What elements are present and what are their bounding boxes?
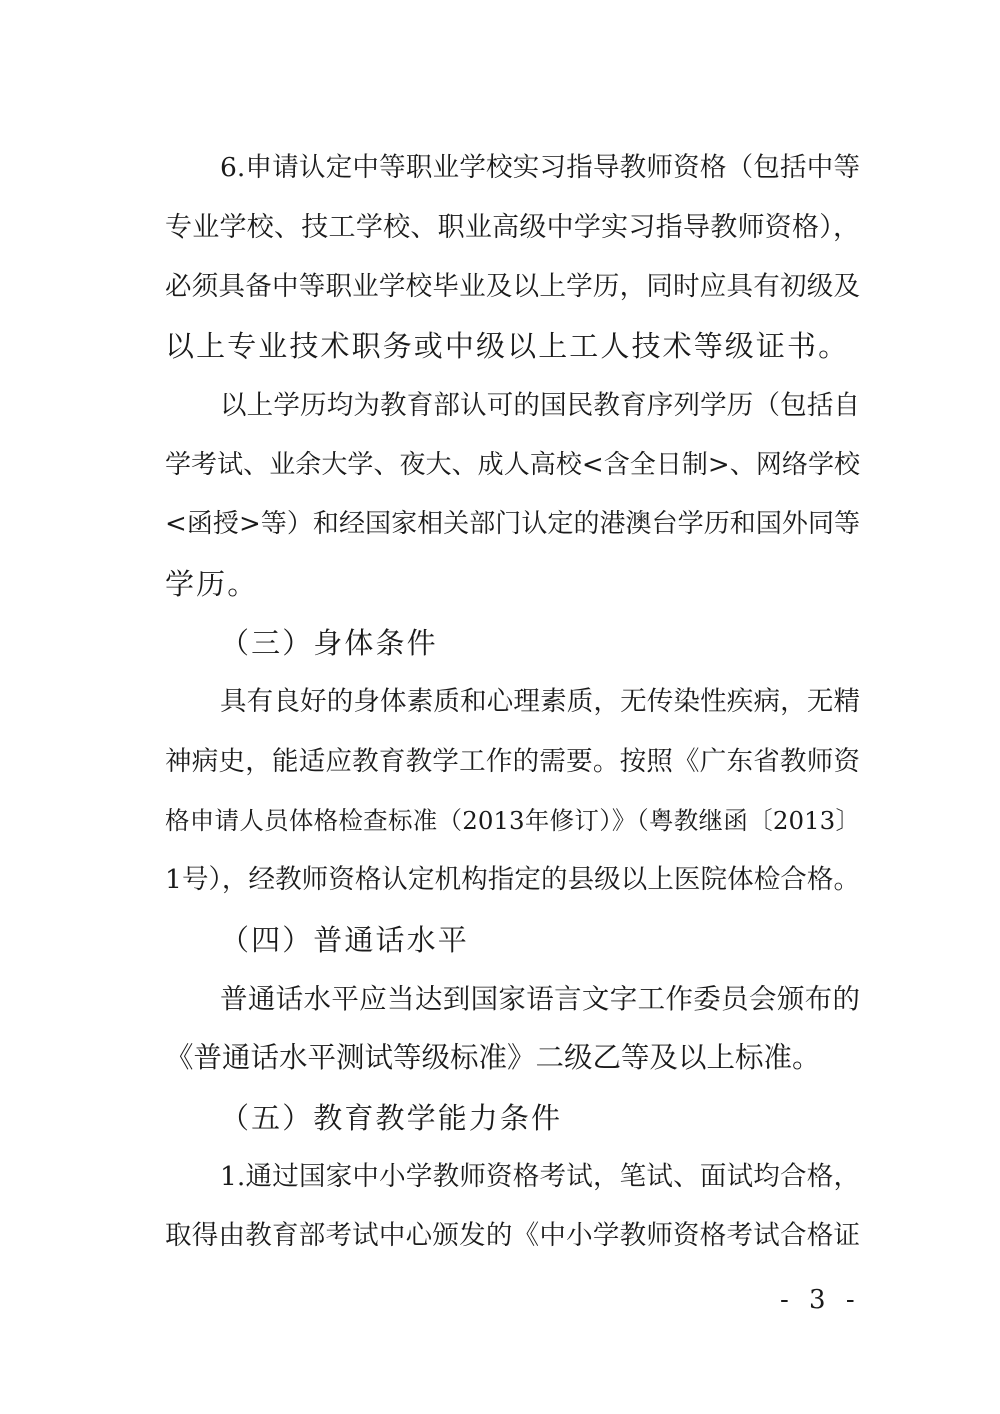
paragraph-line: 专业学校、技工学校、职业高级中学实习指导教师资格），	[165, 212, 860, 243]
paragraph-line: 格申请人员体格检查标准（2013年修订）》（粤教继函〔2013〕	[165, 806, 860, 835]
paragraph-line: 6.申请认定中等职业学校实习指导教师资格（包括中等	[220, 152, 860, 183]
section-heading: （三）身体条件	[220, 626, 438, 660]
page-number: - 3 -	[780, 1285, 861, 1315]
paragraph-line: 必须具备中等职业学校毕业及以上学历，同时应具有初级及	[165, 271, 860, 302]
paragraph-line: 《普通话水平测试等级标准》二级乙等及以上标准。	[165, 1041, 821, 1074]
paragraph-line: 1号），经教师资格认定机构指定的县级以上医院体检合格。	[165, 864, 860, 895]
paragraph-line: 神病史，能适应教育教学工作的需要。按照《广东省教师资	[165, 746, 860, 777]
paragraph-line: 以上专业技术职务或中级以上工人技术等级证书。	[165, 329, 850, 363]
section-heading: （五）教育教学能力条件	[220, 1101, 563, 1135]
paragraph-line: 学历。	[165, 567, 259, 601]
paragraph-line: 以上学历均为教育部认可的国民教育序列学历（包括自	[220, 390, 860, 421]
paragraph-line: 普通话水平应当达到国家语言文字工作委员会颁布的	[220, 983, 860, 1015]
paragraph-line: 具有良好的身体素质和心理素质，无传染性疾病，无精	[220, 686, 860, 717]
paragraph-line: <函授>等）和经国家相关部门认定的港澳台学历和国外同等	[165, 509, 860, 539]
paragraph-line: 学考试、业余大学、夜大、成人高校<含全日制>、网络学校	[165, 450, 860, 480]
paragraph-line: 取得由教育部考试中心颁发的《中小学教师资格考试合格证	[165, 1220, 860, 1251]
section-heading: （四）普通话水平	[220, 923, 469, 957]
paragraph-line: 1.通过国家中小学教师资格考试，笔试、面试均合格，	[220, 1161, 860, 1192]
